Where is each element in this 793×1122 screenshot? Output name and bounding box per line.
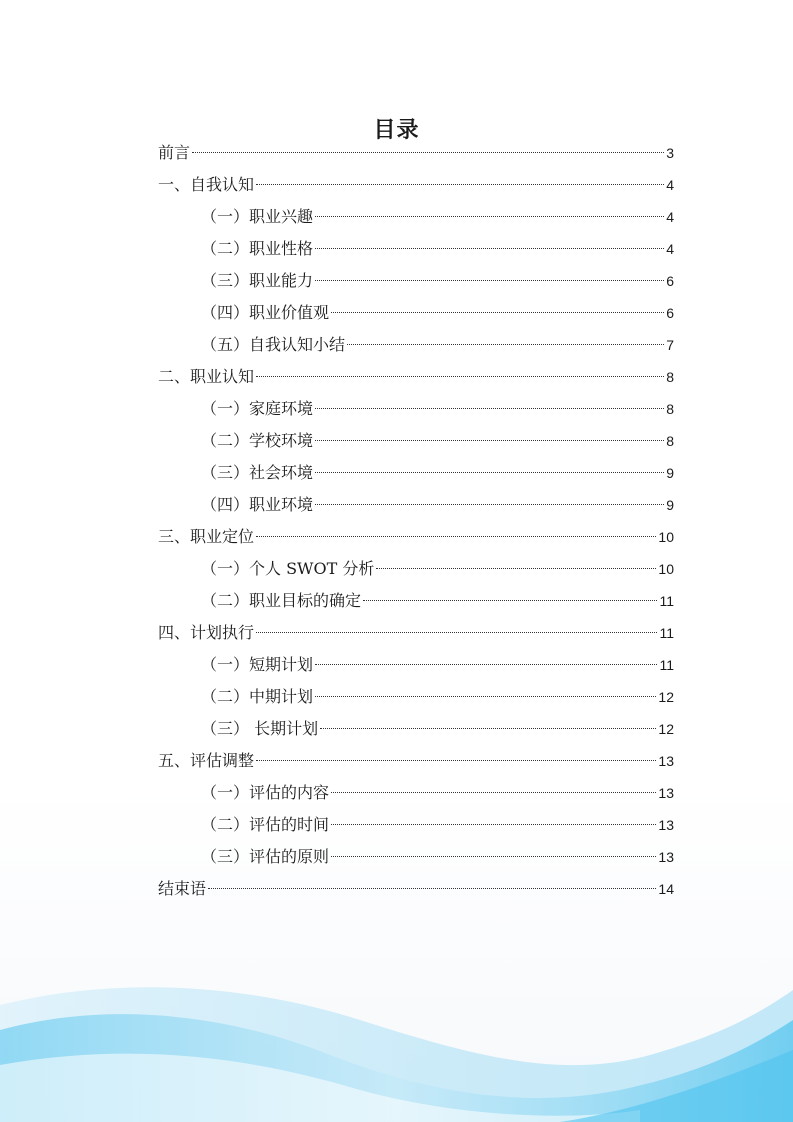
toc-title: 目录 <box>373 116 420 143</box>
toc-dot-leader <box>315 664 657 665</box>
toc-entry[interactable] <box>158 521 674 553</box>
toc-page-number: 13 <box>658 785 674 801</box>
wave-decoration <box>0 960 793 1122</box>
table-of-contents <box>158 137 674 905</box>
toc-dot-leader <box>315 248 664 249</box>
toc-dot-leader <box>320 728 656 729</box>
toc-dot-leader <box>208 888 656 889</box>
toc-dot-leader <box>256 184 664 185</box>
toc-dot-leader <box>256 376 664 377</box>
toc-entry[interactable] <box>158 265 674 297</box>
toc-dot-leader <box>315 504 664 505</box>
toc-page-number: 11 <box>659 625 674 641</box>
toc-page-number: 11 <box>659 657 674 673</box>
toc-page-number: 4 <box>666 241 674 257</box>
toc-dot-leader <box>331 792 656 793</box>
toc-entry-label: （一）职业兴趣 <box>201 207 314 226</box>
toc-entry-label: （二）职业目标的确定 <box>201 591 362 610</box>
toc-entry-label: 五、评估调整 <box>158 751 255 770</box>
toc-entry-label: （四）职业环境 <box>201 495 314 514</box>
toc-entry[interactable] <box>158 617 674 649</box>
toc-entry[interactable] <box>158 457 674 489</box>
toc-page-number: 13 <box>658 817 674 833</box>
toc-entry[interactable] <box>158 425 674 457</box>
toc-entry-label: 四、计划执行 <box>158 623 255 642</box>
toc-page-number: 7 <box>666 337 674 353</box>
toc-entry-label: （四）职业价值观 <box>201 303 330 322</box>
toc-dot-leader <box>315 408 664 409</box>
toc-entry[interactable] <box>158 553 674 585</box>
toc-dot-leader <box>315 696 656 697</box>
toc-dot-leader <box>331 312 664 313</box>
toc-entry-label: （一）短期计划 <box>201 655 314 674</box>
toc-page-number: 11 <box>659 593 674 609</box>
toc-page-number: 13 <box>658 849 674 865</box>
toc-entry[interactable] <box>158 841 674 873</box>
toc-entry[interactable] <box>158 585 674 617</box>
toc-entry-label: （一）个人 SWOT 分析 <box>201 559 375 578</box>
toc-entry-label: 结束语 <box>158 879 207 898</box>
toc-entry[interactable] <box>158 873 674 905</box>
toc-page-number: 8 <box>666 369 674 385</box>
toc-entry[interactable] <box>158 649 674 681</box>
toc-page-number: 3 <box>666 145 674 161</box>
toc-entry[interactable] <box>158 297 674 329</box>
toc-entry-label: （二）中期计划 <box>201 687 314 706</box>
toc-page-number: 6 <box>666 273 674 289</box>
toc-page-number: 4 <box>666 209 674 225</box>
toc-page-number: 4 <box>666 177 674 193</box>
toc-entry[interactable] <box>158 393 674 425</box>
toc-entry-label: （一）评估的内容 <box>201 783 330 802</box>
toc-entry-label: 前言 <box>158 143 191 162</box>
toc-entry[interactable] <box>158 809 674 841</box>
toc-entry-label: （三） 长期计划 <box>201 719 319 738</box>
toc-entry[interactable] <box>158 361 674 393</box>
toc-dot-leader <box>315 440 664 441</box>
toc-dot-leader <box>256 632 657 633</box>
toc-entry[interactable] <box>158 745 674 777</box>
toc-page-number: 10 <box>658 529 674 545</box>
toc-page-number: 8 <box>666 433 674 449</box>
toc-page-number: 12 <box>658 721 674 737</box>
toc-entry[interactable] <box>158 713 674 745</box>
toc-dot-leader <box>376 568 656 569</box>
toc-entry[interactable] <box>158 329 674 361</box>
toc-entry-label: （三）评估的原则 <box>201 847 330 866</box>
toc-entry-label: （二）评估的时间 <box>201 815 330 834</box>
toc-entry[interactable] <box>158 489 674 521</box>
toc-page-number: 9 <box>666 465 674 481</box>
toc-dot-leader <box>315 472 664 473</box>
toc-dot-leader <box>315 216 664 217</box>
toc-entry-label: （二）职业性格 <box>201 239 314 258</box>
toc-page-number: 13 <box>658 753 674 769</box>
toc-page-number: 8 <box>666 401 674 417</box>
toc-entry-label: 二、职业认知 <box>158 367 255 386</box>
toc-dot-leader <box>331 856 656 857</box>
toc-dot-leader <box>315 280 664 281</box>
toc-dot-leader <box>192 152 664 153</box>
toc-page-number: 6 <box>666 305 674 321</box>
toc-page-number: 9 <box>666 497 674 513</box>
toc-entry-label: 三、职业定位 <box>158 527 255 546</box>
toc-entry[interactable] <box>158 233 674 265</box>
toc-entry[interactable] <box>158 137 674 169</box>
toc-dot-leader <box>347 344 664 345</box>
toc-entry-label: 一、自我认知 <box>158 175 255 194</box>
toc-entry-label: （一）家庭环境 <box>201 399 314 418</box>
toc-page-number: 14 <box>658 881 674 897</box>
toc-entry[interactable] <box>158 777 674 809</box>
toc-entry-label: （三）社会环境 <box>201 463 314 482</box>
toc-entry[interactable] <box>158 201 674 233</box>
toc-page-number: 10 <box>658 561 674 577</box>
toc-entry-label: （三）职业能力 <box>201 271 314 290</box>
toc-dot-leader <box>256 536 656 537</box>
toc-entry-label: （五）自我认知小结 <box>201 335 346 354</box>
toc-dot-leader <box>331 824 656 825</box>
toc-entry[interactable] <box>158 169 674 201</box>
toc-dot-leader <box>363 600 657 601</box>
toc-dot-leader <box>256 760 656 761</box>
toc-page-number: 12 <box>658 689 674 705</box>
toc-entry-label: （二）学校环境 <box>201 431 314 450</box>
toc-entry[interactable] <box>158 681 674 713</box>
